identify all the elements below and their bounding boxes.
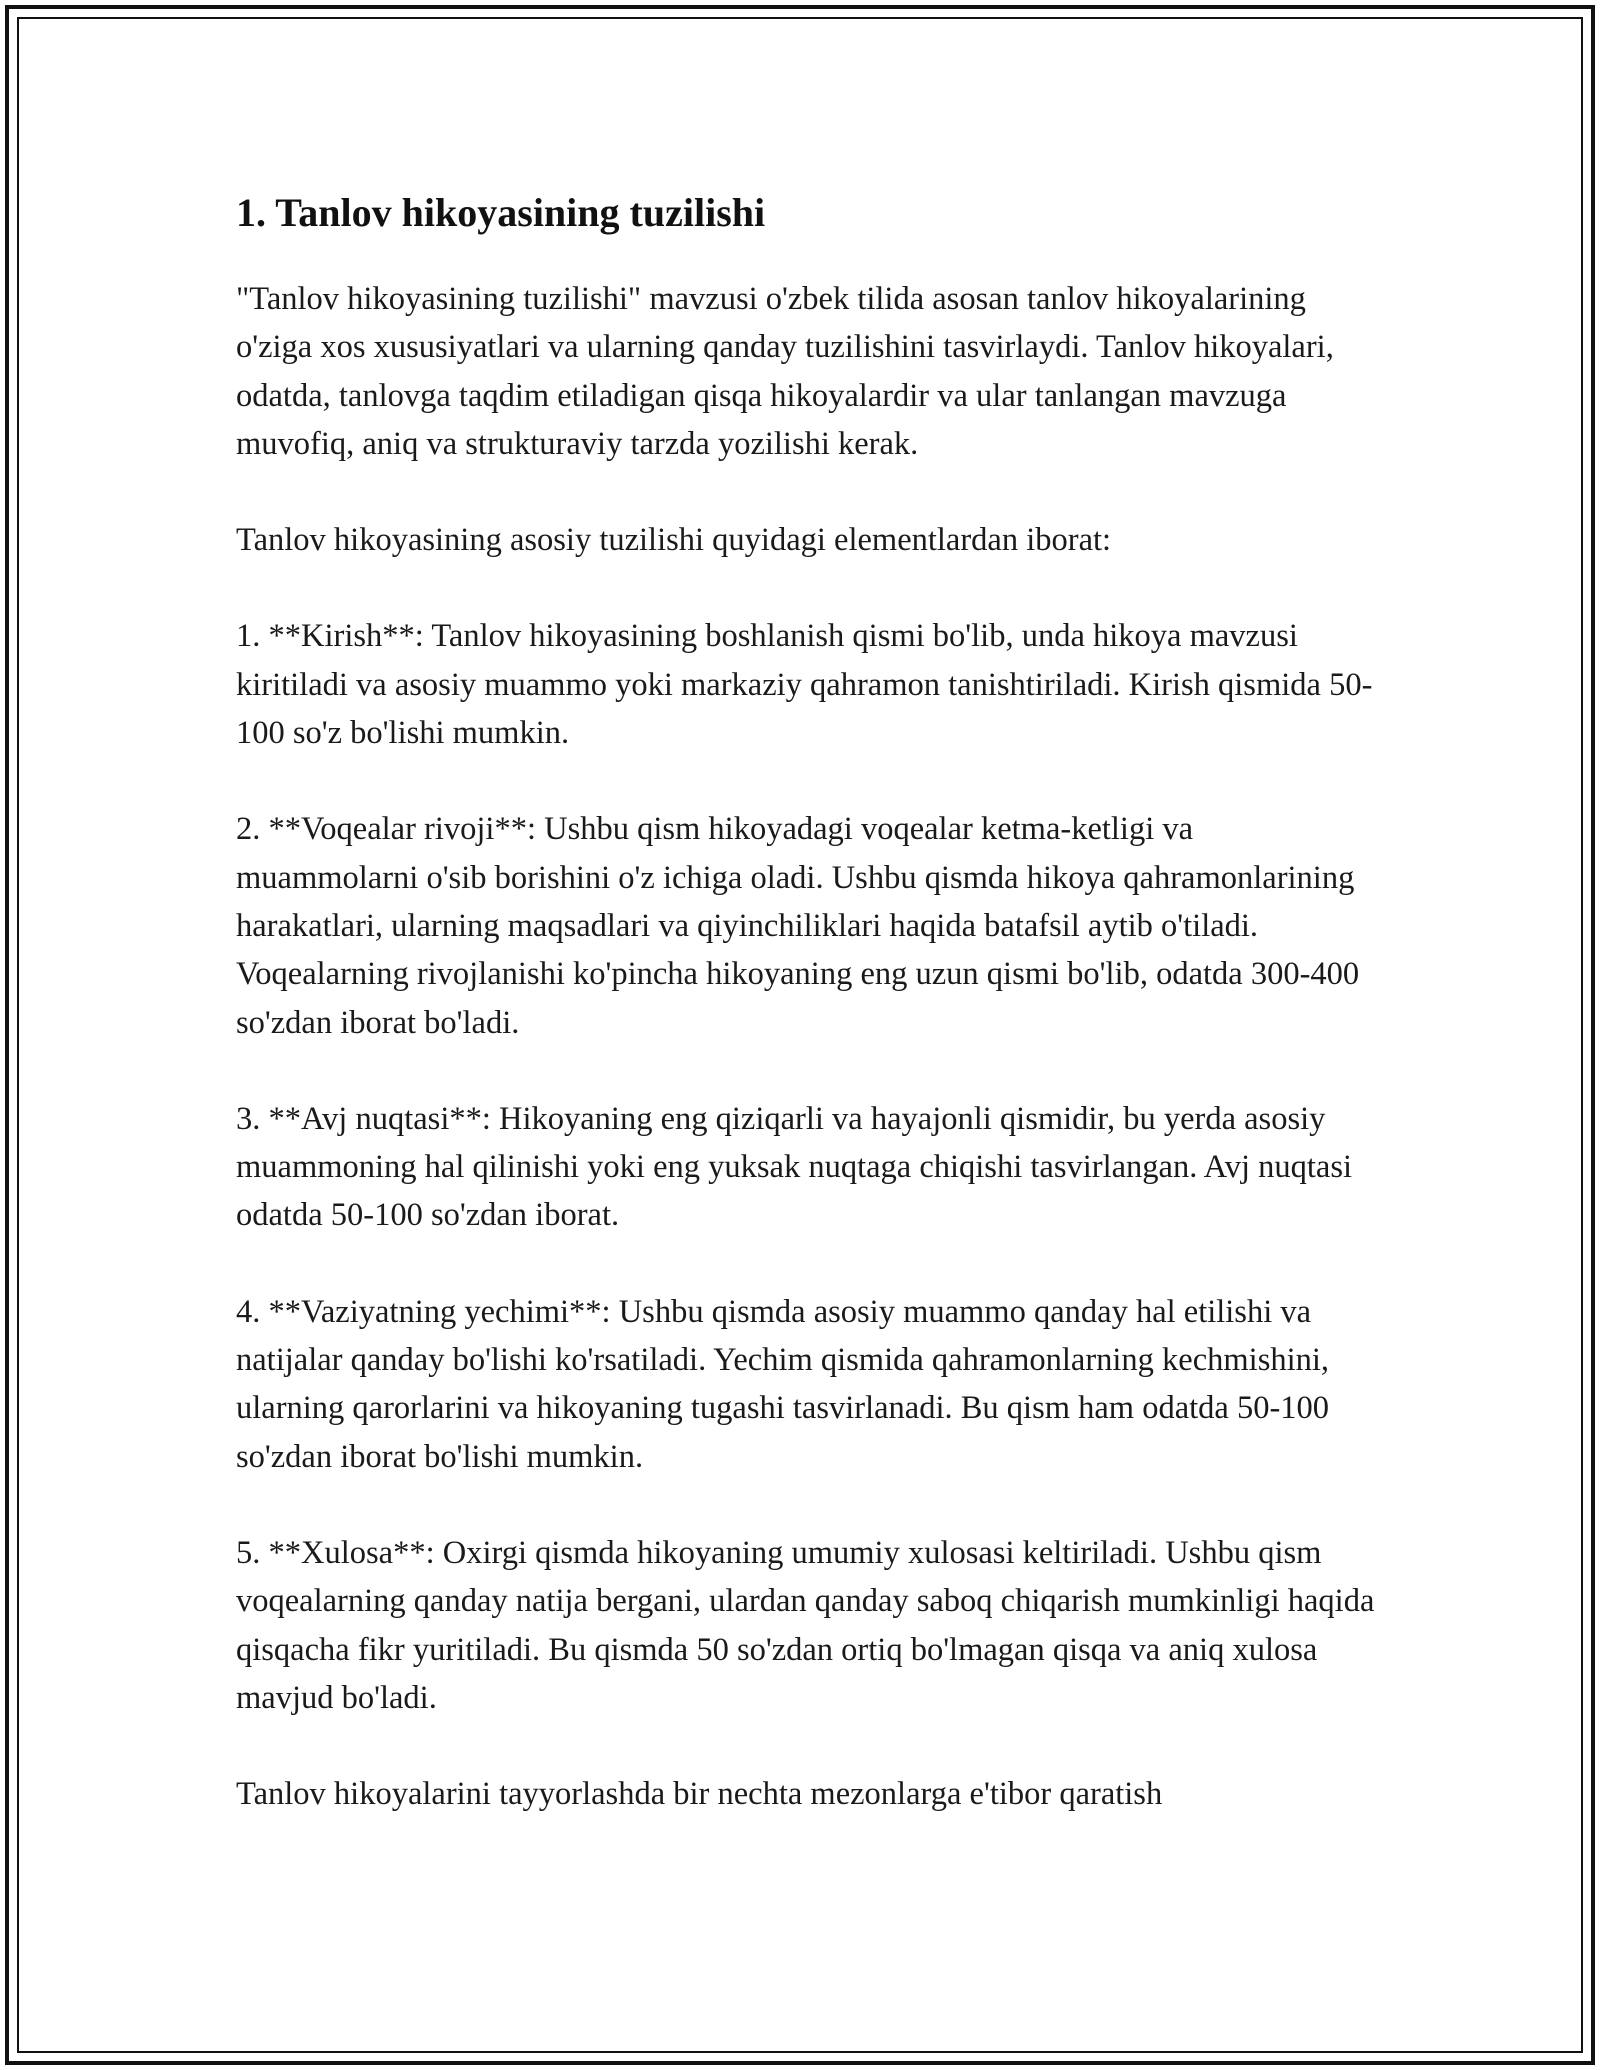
closing-paragraph: Tanlov hikoyalarini tayyorlashda bir nechta mezonlarga e'tibor qaratish <box>236 1776 1163 1813</box>
list-item-vaziyatning-yechimi: 4. **Vaziyatning yechimi**: Ushbu qismda asosiy muammo qanday hal etilishi va natijalar qanday bo'lishi ko'rsatiladi. Yechim qismida qahramonlarning kechmishini, ularning qarorlarini va hikoyaning tugashi tasvirlanadi. Bu qism ham odatda 50-100 so'zdan iborat bo'lishi mumkin. <box>236 1293 1330 1475</box>
structure-intro-paragraph: Tanlov hikoyasining asosiy tuzilishi quyidagi elementlardan iborat: <box>236 522 1112 559</box>
list-item-xulosa: 5. **Xulosa**: Oxirgi qismda hikoyaning umumiy xulosasi keltiriladi. Ushbu qism voqealarning qanday natija bergani, ulardan qanday saboq chiqarish mumkinligi haqida qisqacha fikr yuritiladi. Bu qismda 50 so'zdan ortiq bo'lmagan qisqa va aniq xulosa mavjud bo'ladi. <box>236 1534 1375 1716</box>
list-item-avj-nuqtasi: 3. **Avj nuqtasi**: Hikoyaning eng qiziqarli va hayajonli qismidir, bu yerda asosiy muammoning hal qilinishi yoki eng yuksak nuqtaga chiqishi tasvirlangan. Avj nuqtasi odatda 50-100 so'zdan iborat. <box>236 1100 1352 1234</box>
document-body <box>236 185 1376 1866</box>
list-item-kirish: 1. **Kirish**: Tanlov hikoyasining boshlanish qismi bo'lib, unda hikoya mavzusi kiritiladi va asosiy muammo yoki markaziy qahramon tanishtiriladi. Kirish qismida 50-100 so'z bo'lishi mumkin. <box>236 618 1373 752</box>
intro-paragraph: "Tanlov hikoyasining tuzilishi" mavzusi o'zbek tilida asosan tanlov hikoyalarining o'ziga xos xususiyatlari va ularning qanday tuzilishini tasvirlaydi. Tanlov hikoyalari, odatda, tanlovga taqdim etiladigan qisqa hikoyalardir va ular tanlangan mavzuga muvofiq, aniq va strukturaviy tarzda yozilishi kerak. <box>236 281 1334 462</box>
section-heading: 1. Tanlov hikoyasining tuzilishi <box>236 190 766 235</box>
list-item-voqealar-rivoji: 2. **Voqealar rivoji**: Ushbu qism hikoyadagi voqealar ketma-ketligi va muammolarni o'sib borishini o'z ichiga oladi. Ushbu qismda hikoya qahramonlarining harakatlari, ularning maqsadlari va qiyinchiliklari haqida batafsil aytib o'tiladi. Voqealarning rivojlanishi ko'pincha hikoyaning eng uzun qismi bo'lib, odatda 300-400 so'zdan iborat bo'ladi. <box>236 811 1360 1041</box>
